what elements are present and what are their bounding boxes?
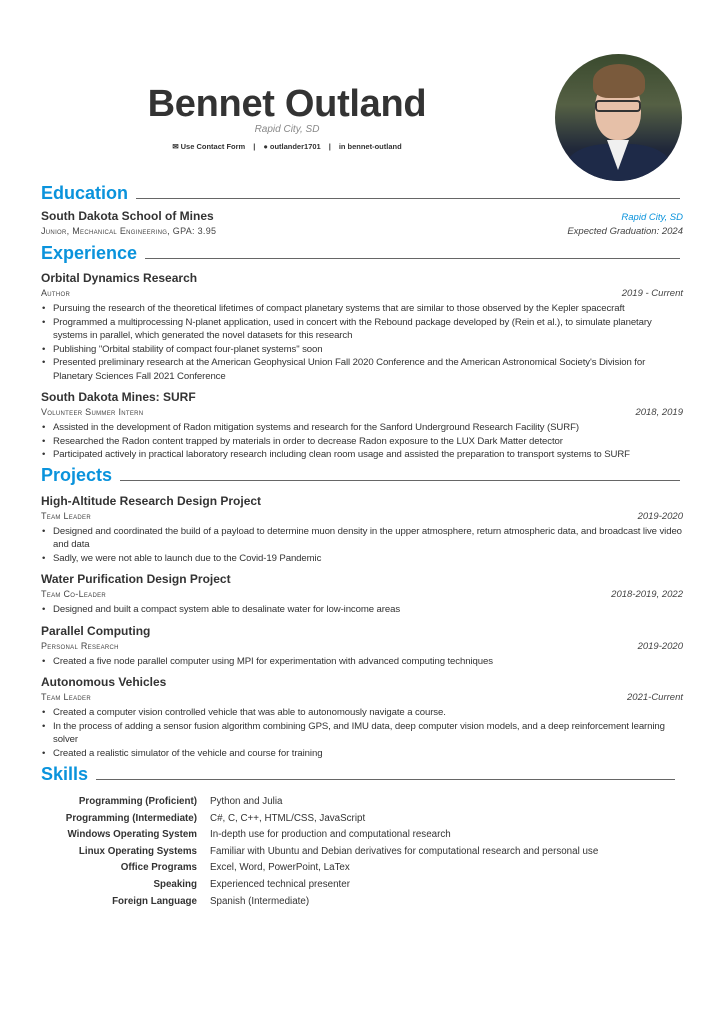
projects-entry: Autonomous Vehicles Team Leader 2021-Current • Created a computer vision controlled vehicle that was able to autonomously navigate a course. • In the process of adding a sensor fusion algorithm combining GPS, and IMU data, deep computer vision models, and a deep reinforcement learning solver • Created a realistic simulator of the vehicle and course for training — [41, 674, 683, 760]
divider — [120, 480, 680, 481]
skill-row: Programming (Proficient) Python and Julia — [78, 796, 283, 807]
projects-entry: Parallel Computing Personal Research 2019-2020 • Created a five node parallel computer using MPI for experimentation with advanced computing techniques — [41, 623, 683, 669]
divider — [96, 779, 675, 780]
section-education: Education — [41, 182, 683, 204]
skill-row: Programming (Intermediate) C#, C, C++, HTML/CSS, JavaScript — [65, 812, 366, 824]
github-link[interactable]: ● outlander1701 — [263, 142, 321, 151]
bullet-item: • In the process of adding a sensor fusion algorithm combining GPS, and IMU data, deep computer vision models, and a deep reinforcement learning solver — [41, 720, 683, 747]
resume-header — [140, 82, 434, 151]
bullet-item: • Sadly, we were not able to launch due to the Covid-19 Pandemic — [41, 552, 683, 566]
bullet-item: • Pursuing the research of the theoretical lifetimes of compact planetary systems that are similar to those observed by the Kepler spacecraft — [41, 302, 683, 316]
bullet-item: • Participated actively in practical laboratory research including clean room usage and assisted the preparation to transport systems to SURF — [41, 448, 683, 462]
bullet-item: • Programmed a multiprocessing N-planet application, used in concert with the Rebound package developed by (Rein et al.), to simulate planetary systems in parallel, which generated the novel datasets for this research — [41, 316, 683, 343]
section-experience: Experience — [41, 242, 683, 264]
envelope-icon: ✉ — [172, 142, 179, 151]
bullet-item: • Created a realistic simulator of the vehicle and course for training — [41, 747, 683, 761]
bullet-item: • Publishing "Orbital stability of compact four-planet systems" soon — [41, 343, 683, 357]
section-skills: Skills — [41, 763, 678, 785]
skill-row: Speaking Experienced technical presenter — [153, 878, 350, 890]
location: Rapid City, SD — [254, 124, 320, 135]
projects-entry: Water Purification Design Project Team Co-Leader 2018-2019, 2022 • Designed and built a compact system able to desalinate water for low-income areas — [41, 571, 683, 617]
resume-body — [41, 182, 683, 910]
bullet-item: • Designed and coordinated the build of a payload to determine muon density in the upper atmosphere, return atmospheric data, and broadcast live video and data — [41, 525, 683, 552]
linkedin-link[interactable]: in bennet-outland — [338, 142, 402, 151]
bullet-item: • Designed and built a compact system able to desalinate water for low-income areas — [41, 603, 683, 617]
contact-bar: ✉ Use Contact Form | ● outlander1701 | in bennet-outland — [172, 142, 402, 151]
contact-form-link[interactable]: ✉ Use Contact Form — [172, 142, 246, 151]
education-entry: South Dakota School of Mines Rapid City, SD Junior, Mechanical Engineering, GPA: 3.95 Expected Graduation: 2024 — [41, 209, 683, 237]
profile-photo — [555, 54, 682, 181]
linkedin-icon: in — [338, 142, 346, 151]
experience-entry: South Dakota Mines: SURF Volunteer Summer Intern 2018, 2019 • Assisted in the development of Radon mitigation systems and research for the Sanford Underground Research Facility (SURF) • Researched the Radon content trapped by materials in order to decrease Radon exposure to the LUX Dark Matter detector • Participated actively in practical laboratory research including clean room usage and assisted the preparation to transport systems to SURF — [41, 389, 683, 462]
projects-entry: High-Altitude Research Design Project Team Leader 2019-2020 • Designed and coordinated the build of a payload to determine muon density in the upper atmosphere, return atmospheric data, and broadcast live video and data • Sadly, we were not able to launch due to the Covid-19 Pandemic — [41, 493, 683, 566]
experience-entry: Orbital Dynamics Research Author 2019 - Current • Pursuing the research of the theoretical lifetimes of compact planetary systems that are similar to those observed by the Kepler spacecraft • Programmed a multiprocessing N-planet application, used in concert with the Rebound package developed by (Rein et al.), to simulate planetary systems in parallel, which generated the novel datasets for this research • Publishing "Orbital stability of compact four-planet systems" soon • Presented preliminary research at the American Geophysical Union Fall 2020 Conference and the American Astronomical Society's Division for Planetary Sciences Fall 2021 Conference — [41, 270, 683, 383]
bullet-item: • Presented preliminary research at the American Geophysical Union Fall 2020 Conference and the American Astronomical Society's Division for Planetary Sciences Fall 2021 Conference — [41, 356, 683, 383]
section-projects: Projects — [41, 465, 683, 487]
bullet-item: • Created a computer vision controlled vehicle that was able to autonomously navigate a course. — [41, 706, 683, 720]
name: Bennet Outland — [147, 83, 427, 125]
skill-row: Office Programs Excel, Word, PowerPoint, LaTex — [120, 862, 350, 874]
divider — [136, 198, 680, 199]
bullet-item: • Assisted in the development of Radon mitigation systems and research for the Sanford Underground Research Facility (SURF) — [41, 421, 683, 435]
github-icon: ● — [263, 142, 268, 151]
bullet-item: • Researched the Radon content trapped by materials in order to decrease Radon exposure to the LUX Dark Matter detector — [41, 435, 683, 449]
bullet-item: • Created a five node parallel computer using MPI for experimentation with advanced computing techniques — [41, 655, 683, 669]
skill-row: Linux Operating Systems Familiar with Ubuntu and Debian derivatives for computational research and personal use — [78, 845, 599, 857]
skill-row: Windows Operating System In-depth use for production and computational research — [67, 829, 451, 841]
divider — [145, 258, 680, 259]
skill-row: Foreign Language Spanish (Intermediate) — [112, 895, 310, 907]
